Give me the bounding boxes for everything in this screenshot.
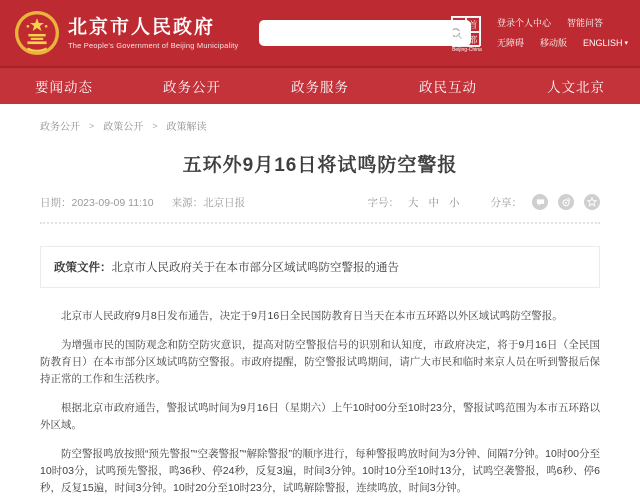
language-switcher[interactable]: ENGLISH ▾	[582, 37, 628, 48]
weibo-share-icon[interactable]	[558, 194, 574, 210]
nav-item-gov-affairs[interactable]: 政务公开	[163, 80, 221, 95]
article-paragraph: 北京市人民政府9月8日发布通告，决定于9月16日全民国防教育日当天在本市五环路以外区域试鸣防空警报。	[61, 310, 563, 322]
search-box[interactable]	[259, 20, 471, 46]
article-source: 来源：北京日报	[171, 196, 246, 209]
seal-char: 都	[466, 32, 480, 47]
site-logo[interactable]	[68, 17, 239, 50]
accessibility-link[interactable]: 无障碍	[496, 38, 524, 48]
capital-window-seal-logo[interactable]	[451, 16, 483, 53]
chevron-down-icon: ▾	[624, 39, 628, 47]
policy-file-link[interactable]: 北京市人民政府关于在本市部分区域试鸣防空警报的通告	[111, 262, 399, 274]
nav-item-gov-services[interactable]: 政务服务	[291, 80, 349, 95]
article-meta	[40, 194, 600, 210]
breadcrumb-separator: >	[152, 120, 158, 131]
search-input[interactable]	[267, 27, 450, 39]
breadcrumb	[40, 118, 600, 133]
favorite-star-icon[interactable]	[584, 194, 600, 210]
national-emblem-icon	[14, 10, 60, 56]
breadcrumb-item[interactable]: 政策公开	[103, 122, 144, 133]
login-link[interactable]: 登录个人中心	[496, 18, 551, 28]
fontsize-medium-button[interactable]: 中	[428, 196, 439, 209]
divider	[40, 222, 600, 224]
article-paragraph: 为增强市民的国防观念和防空防灾意识，提高对防空警报信号的识别和认知度，市政府决定，将于9月16日（全民国防教育日）在本市部分区域试鸣防空警报。市政府提醒，防空警报试鸣期间，请广大市民和临时来京人员在听到警报后保持正常的工作和生活秩序。	[40, 339, 600, 385]
breadcrumb-item[interactable]: 政策解读	[166, 122, 207, 133]
breadcrumb-separator: >	[89, 120, 95, 131]
wechat-share-icon[interactable]	[532, 194, 548, 210]
policy-file-box	[40, 246, 600, 288]
site-header	[0, 0, 640, 66]
smart-qa-link[interactable]: 智能问答	[566, 18, 603, 28]
seal-char: 窗	[452, 32, 466, 47]
policy-file-label: 政策文件：	[54, 262, 112, 274]
article-page	[0, 118, 640, 497]
seal-char: 首	[466, 17, 480, 32]
seal-caption: Beijing-China	[452, 47, 482, 53]
share-label: 分享：	[490, 196, 522, 209]
nav-item-news[interactable]: 要闻动态	[35, 80, 93, 95]
fontsize-label: 字号：	[367, 196, 399, 209]
fontsize-large-button[interactable]: 大	[408, 196, 419, 209]
seal-char: 之	[452, 17, 466, 32]
article-body	[40, 308, 600, 497]
fontsize-small-button[interactable]: 小	[449, 196, 460, 209]
site-title: 北京市人民政府	[68, 16, 216, 38]
breadcrumb-item[interactable]: 政务公开	[40, 122, 80, 133]
article-paragraph: 防空警报鸣放按照“预先警报”“空袭警报”“解除警报”的顺序进行，每种警报鸣放时间为3分钟、间隔7分钟。10时00分至10时03分，试鸣预先警报，鸣36秒、停24秒，反复3遍，时间3分钟。10时10分至10时13分，试鸣空袭警报，鸣6秒、停6秒，反复15遍，时间3分钟。10时20分至10时23分，试鸣解除警报，连续鸣放，时间3分钟。	[40, 448, 601, 494]
nav-item-interaction[interactable]: 政民互动	[419, 80, 477, 95]
page-title: 五环外9月16日将试鸣防空警报	[182, 155, 458, 176]
site-subtitle: The People's Government of Beijing Municipality	[68, 40, 239, 50]
article-paragraph: 根据北京市政府通告，警报试鸣时间为9月16日（星期六）上午10时00分至10时23分，警报试鸣范围为本市五环路以外区域。	[40, 402, 600, 431]
mobile-version-link[interactable]: 移动版	[539, 38, 567, 48]
article-date: 日期：2023-09-09 11:10	[40, 196, 154, 209]
nav-item-culture[interactable]: 人文北京	[547, 80, 605, 95]
main-nav	[0, 66, 640, 104]
